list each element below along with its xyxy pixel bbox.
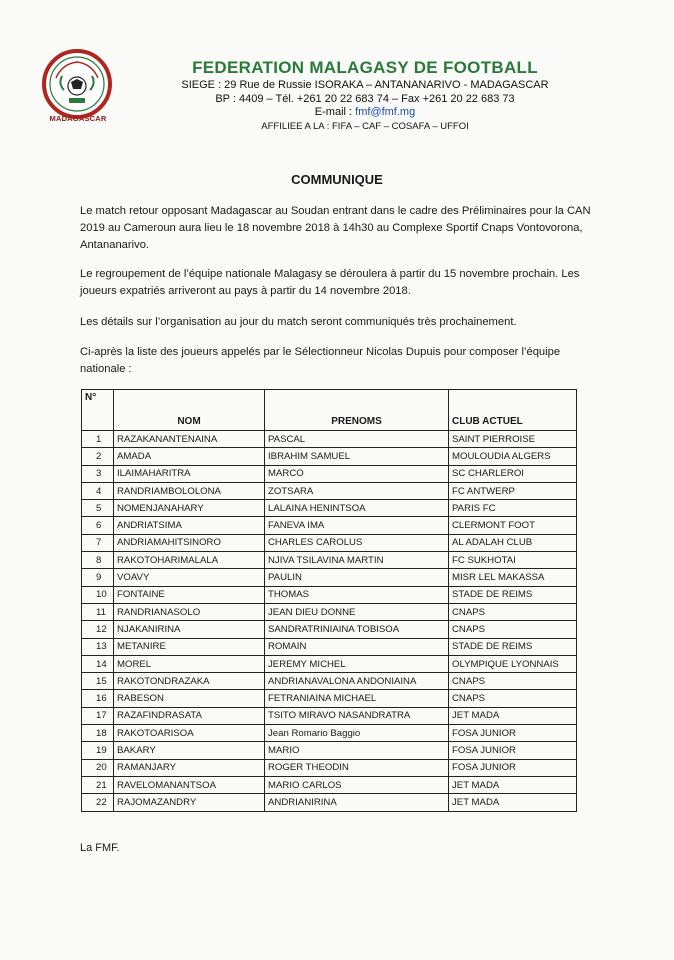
cell-nom: MOREL — [114, 655, 265, 672]
table-row — [82, 707, 577, 724]
header-prenoms: PRENOMS — [265, 390, 449, 431]
cell-nom: RAMANJARY — [114, 759, 265, 776]
cell-prenoms: JEAN DIEU DONNE — [265, 603, 449, 620]
header-club: CLUB ACTUEL — [449, 390, 577, 431]
cell-number: 11 — [82, 603, 114, 620]
cell-prenoms: TSITO MIRAVO NASANDRATRA — [265, 707, 449, 724]
paragraph-squad-intro: Ci-après la liste des joueurs appelés par le Sélectionneur Nicolas Dupuis pour composer l’équipe nationale : — [80, 346, 561, 375]
cell-prenoms: NJIVA TSILAVINA MARTIN — [265, 552, 449, 569]
cell-number: 15 — [82, 673, 114, 690]
cell-nom: METANIRE — [114, 638, 265, 655]
cell-nom: NOMENJANAHARY — [114, 500, 265, 517]
cell-nom: RANDRIANASOLO — [114, 603, 265, 620]
cell-number: 1 — [82, 431, 114, 448]
table-row — [82, 500, 577, 517]
table-header-row — [82, 390, 577, 431]
cell-nom: RAKOTONDRAZAKA — [114, 673, 265, 690]
cell-club: STADE DE REIMS — [449, 638, 577, 655]
contact-line: BP : 4409 – Tél. +261 20 22 683 74 – Fax +261 20 22 683 73 — [215, 92, 515, 105]
cell-prenoms: FANEVA IMA — [265, 517, 449, 534]
cell-club: PARIS FC — [449, 500, 577, 517]
cell-prenoms: ANDRIANIRINA — [265, 794, 449, 811]
cell-nom: RAVELOMANANTSOA — [114, 776, 265, 793]
document-title: COMMUNIQUE — [291, 172, 383, 187]
table-row — [82, 482, 577, 499]
squad-table — [81, 389, 577, 812]
table-row — [82, 776, 577, 793]
cell-prenoms: IBRAHIM SAMUEL — [265, 448, 449, 465]
cell-club: MOULOUDIA ALGERS — [449, 448, 577, 465]
cell-number: 18 — [82, 725, 114, 742]
cell-number: 9 — [82, 569, 114, 586]
cell-club: FOSA JUNIOR — [449, 742, 577, 759]
paragraph-details: Les détails sur l’organisation au jour du match seront communiqués très prochainement. — [80, 316, 517, 328]
cell-prenoms: PASCAL — [265, 431, 449, 448]
affiliation-line: AFFILIEE A LA : FIFA – CAF – COSAFA – UFFOI — [261, 120, 469, 132]
cell-club: SAINT PIERROISE — [449, 431, 577, 448]
cell-number: 21 — [82, 776, 114, 793]
cell-club: CNAPS — [449, 690, 577, 707]
cell-prenoms: ROMAIN — [265, 638, 449, 655]
cell-nom: RAKOTOHARIMALALA — [114, 552, 265, 569]
cell-nom: RAZAFINDRASATA — [114, 707, 265, 724]
table-row — [82, 448, 577, 465]
cell-prenoms: MARIO CARLOS — [265, 776, 449, 793]
cell-number: 5 — [82, 500, 114, 517]
header-number: N° — [82, 390, 114, 431]
cell-number: 3 — [82, 465, 114, 482]
cell-club: MISR LEL MAKASSA — [449, 569, 577, 586]
cell-nom: RABESON — [114, 690, 265, 707]
cell-nom: RANDRIAMBOLOLONA — [114, 482, 265, 499]
table-row — [82, 552, 577, 569]
cell-club: AL ADALAH CLUB — [449, 534, 577, 551]
cell-number: 13 — [82, 638, 114, 655]
cell-prenoms: Jean Romario Baggio — [265, 725, 449, 742]
table-row — [82, 534, 577, 551]
cell-nom: VOAVY — [114, 569, 265, 586]
table-row — [82, 586, 577, 603]
table-row — [82, 794, 577, 811]
cell-nom: ILAIMAHARITRA — [114, 465, 265, 482]
paragraph-match-info: Le match retour opposant Madagascar au Soudan entrant dans le cadre des Préliminaires pour la CAN 2019 au Cameroun aura lieu le 18 novembre 2018 à 14h30 au Complexe Sportif Cnaps Vontovorona, Antananarivo. — [80, 205, 591, 251]
table-row — [82, 673, 577, 690]
cell-number: 6 — [82, 517, 114, 534]
cell-nom: RAZAKANANTENAINA — [114, 431, 265, 448]
cell-number: 2 — [82, 448, 114, 465]
cell-prenoms: FETRANIAINA MICHAEL — [265, 690, 449, 707]
address-line: SIEGE : 29 Rue de Russie ISORAKA – ANTANANARIVO - MADAGASCAR — [181, 79, 549, 91]
cell-number: 8 — [82, 552, 114, 569]
table-row — [82, 655, 577, 672]
cell-prenoms: SANDRATRINIAINA TOBISOA — [265, 621, 449, 638]
cell-number: 20 — [82, 759, 114, 776]
cell-prenoms: MARCO — [265, 465, 449, 482]
email-line — [130, 106, 600, 120]
logo-caption: MADAGASCAR — [49, 114, 107, 123]
cell-prenoms: LALAINA HENINTSOA — [265, 500, 449, 517]
cell-nom: AMADA — [114, 448, 265, 465]
cell-club: FC SUKHOTAI — [449, 552, 577, 569]
cell-number: 16 — [82, 690, 114, 707]
cell-club: CNAPS — [449, 673, 577, 690]
cell-number: 10 — [82, 586, 114, 603]
cell-number: 4 — [82, 482, 114, 499]
cell-prenoms: CHARLES CAROLUS — [265, 534, 449, 551]
cell-prenoms: MARIO — [265, 742, 449, 759]
table-row — [82, 465, 577, 482]
cell-number: 12 — [82, 621, 114, 638]
cell-number: 7 — [82, 534, 114, 551]
cell-nom: FONTAINE — [114, 586, 265, 603]
cell-nom: RAJOMAZANDRY — [114, 794, 265, 811]
cell-club: CNAPS — [449, 603, 577, 620]
email-link[interactable]: fmf@fmf.mg — [355, 106, 416, 118]
letterhead — [130, 57, 600, 134]
cell-club: SC CHARLEROI — [449, 465, 577, 482]
table-row — [82, 517, 577, 534]
cell-prenoms: JEREMY MICHEL — [265, 655, 449, 672]
table-row — [82, 621, 577, 638]
cell-number: 22 — [82, 794, 114, 811]
email-label: E-mail : — [314, 106, 356, 118]
cell-prenoms: ZOTSARA — [265, 482, 449, 499]
cell-club: CLERMONT FOOT — [449, 517, 577, 534]
cell-number: 14 — [82, 655, 114, 672]
table-row — [82, 638, 577, 655]
cell-prenoms: ANDRIANAVALONA ANDONIAINA — [265, 673, 449, 690]
cell-club: FC ANTWERP — [449, 482, 577, 499]
table-row — [82, 431, 577, 448]
cell-club: CNAPS — [449, 621, 577, 638]
cell-nom: BAKARY — [114, 742, 265, 759]
table-row — [82, 569, 577, 586]
cell-number: 17 — [82, 707, 114, 724]
header-nom: NOM — [114, 390, 265, 431]
cell-nom: RAKOTOARISOA — [114, 725, 265, 742]
table-row — [82, 603, 577, 620]
table-row — [82, 725, 577, 742]
cell-prenoms: PAULIN — [265, 569, 449, 586]
table-row — [82, 690, 577, 707]
table-row — [82, 742, 577, 759]
cell-club: STADE DE REIMS — [449, 586, 577, 603]
cell-club: OLYMPIQUE LYONNAIS — [449, 655, 577, 672]
cell-nom: ANDRIATSIMA — [114, 517, 265, 534]
cell-nom: NJAKANIRINA — [114, 621, 265, 638]
cell-number: 19 — [82, 742, 114, 759]
table-row — [82, 759, 577, 776]
org-name: FEDERATION MALAGASY DE FOOTBALL — [192, 58, 538, 77]
cell-club: JET MADA — [449, 794, 577, 811]
cell-club: JET MADA — [449, 707, 577, 724]
signoff: La FMF. — [80, 842, 120, 854]
paragraph-gathering: Le regroupement de l’équipe nationale Malagasy se déroulera à partir du 15 novembre prochain. Les joueurs expatriés arriveront au pays à partir du 14 novembre 2018. — [80, 268, 580, 297]
cell-club: FOSA JUNIOR — [449, 725, 577, 742]
cell-prenoms: THOMAS — [265, 586, 449, 603]
cell-club: FOSA JUNIOR — [449, 759, 577, 776]
cell-club: JET MADA — [449, 776, 577, 793]
cell-nom: ANDRIAMAHITSINORO — [114, 534, 265, 551]
cell-prenoms: ROGER THEODIN — [265, 759, 449, 776]
